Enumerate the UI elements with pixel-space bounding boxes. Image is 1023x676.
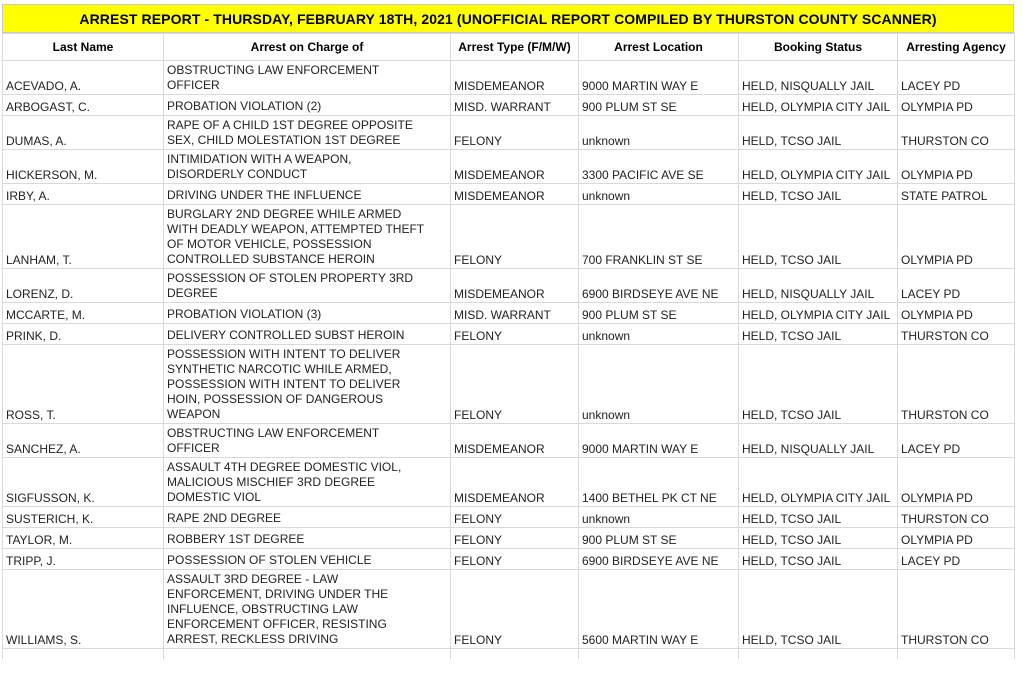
charge-line: POSSESSION OF STOLEN VEHICLE <box>167 553 372 567</box>
charge-line: MALICIOUS MISCHIEF 3RD DEGREE <box>167 475 376 489</box>
cell-arresting-agency[interactable]: OLYMPIA PD <box>898 458 1015 507</box>
charge-line: DOMESTIC VIOL <box>167 490 262 504</box>
empty-cell[interactable] <box>164 649 451 660</box>
cell-booking-status[interactable]: HELD, OLYMPIA CITY JAIL <box>739 303 898 324</box>
cell-arresting-agency[interactable]: OLYMPIA PD <box>898 205 1015 269</box>
arrest-report-sheet <box>2 4 1014 659</box>
cell-booking-status[interactable]: HELD, NISQUALLY JAIL <box>739 269 898 303</box>
cell-booking-status[interactable]: HELD, TCSO JAIL <box>739 205 898 269</box>
cell-arrest-location[interactable]: 5600 MARTIN WAY E <box>579 570 739 649</box>
table-row <box>3 507 1015 528</box>
cell-last-name[interactable]: LANHAM, T. <box>3 205 164 269</box>
empty-cell[interactable] <box>579 649 739 660</box>
table-row <box>3 458 1015 507</box>
table-row <box>3 95 1015 116</box>
cell-arrest-location[interactable]: 9000 MARTIN WAY E <box>579 61 739 95</box>
cell-arrest-type[interactable]: FELONY <box>451 205 579 269</box>
cell-arrest-type[interactable]: MISDEMEANOR <box>451 150 579 184</box>
table-row <box>3 184 1015 205</box>
report-title: ARREST REPORT - THURSDAY, FEBRUARY 18TH, 2021 (UNOFFICIAL REPORT COMPILED BY THURSTON COUNTY SCANNER) <box>79 10 937 27</box>
header-arrest-location[interactable]: Arrest Location <box>579 34 739 61</box>
cell-arrest-type[interactable]: MISDEMEANOR <box>451 184 579 205</box>
charge-line: OF MOTOR VEHICLE, POSSESSION <box>167 237 372 251</box>
cell-booking-status[interactable]: HELD, TCSO JAIL <box>739 324 898 345</box>
cell-booking-status[interactable]: HELD, TCSO JAIL <box>739 570 898 649</box>
table-row <box>3 324 1015 345</box>
charge-line: ROBBERY 1ST DEGREE <box>167 532 305 546</box>
header-arrest-type[interactable]: Arrest Type (F/M/W) <box>451 34 579 61</box>
charge-line: ASSAULT 4TH DEGREE DOMESTIC VIOL, <box>167 460 402 474</box>
cell-arrest-type[interactable]: MISDEMEANOR <box>451 61 579 95</box>
cell-arresting-agency[interactable]: LACEY PD <box>898 549 1015 570</box>
cell-booking-status[interactable]: HELD, OLYMPIA CITY JAIL <box>739 458 898 507</box>
cell-last-name[interactable]: WILLIAMS, S. <box>3 570 164 649</box>
cell-booking-status[interactable]: HELD, TCSO JAIL <box>739 528 898 549</box>
cell-arresting-agency[interactable]: LACEY PD <box>898 269 1015 303</box>
cell-arrest-type[interactable]: MISDEMEANOR <box>451 458 579 507</box>
cell-charge[interactable] <box>164 345 451 424</box>
charge-line: RAPE 2ND DEGREE <box>167 511 282 525</box>
cell-charge[interactable] <box>164 269 451 303</box>
cell-arrest-location[interactable]: 900 PLUM ST SE <box>579 95 739 116</box>
charge-line: DELIVERY CONTROLLED SUBST HEROIN <box>167 328 405 342</box>
cell-arresting-agency[interactable]: THURSTON CO <box>898 570 1015 649</box>
charge-line: DISORDERLY CONDUCT <box>167 167 308 181</box>
cell-arrest-location[interactable]: unknown <box>579 116 739 150</box>
cell-last-name[interactable]: HICKERSON, M. <box>3 150 164 184</box>
cell-arresting-agency[interactable]: LACEY PD <box>898 61 1015 95</box>
charge-line: POSSESSION WITH INTENT TO DELIVER <box>167 347 401 361</box>
cell-arrest-type[interactable]: FELONY <box>451 345 579 424</box>
charge-line: INTIMIDATION WITH A WEAPON, <box>167 152 352 166</box>
cell-arrest-type[interactable]: MISDEMEANOR <box>451 424 579 458</box>
cell-last-name[interactable]: MCCARTE, M. <box>3 303 164 324</box>
charge-line: BURGLARY 2ND DEGREE WHILE ARMED <box>167 207 402 221</box>
charge-line: OFFICER <box>167 441 220 455</box>
cell-last-name[interactable]: TAYLOR, M. <box>3 528 164 549</box>
cell-last-name[interactable]: PRINK, D. <box>3 324 164 345</box>
cell-arresting-agency[interactable]: THURSTON CO <box>898 507 1015 528</box>
cell-arrest-location[interactable]: 900 PLUM ST SE <box>579 528 739 549</box>
cell-charge[interactable] <box>164 205 451 269</box>
arrest-table <box>2 33 1015 659</box>
charge-line: HOIN, POSSESSION OF DANGEROUS <box>167 392 384 406</box>
cell-arrest-type[interactable]: FELONY <box>451 324 579 345</box>
cell-arrest-location[interactable]: 1400 BETHEL PK CT NE <box>579 458 739 507</box>
cell-arrest-location[interactable]: 3300 PACIFIC AVE SE <box>579 150 739 184</box>
charge-line: PROBATION VIOLATION (2) <box>167 99 322 113</box>
cell-arrest-type[interactable]: FELONY <box>451 570 579 649</box>
cell-last-name[interactable]: ARBOGAST, C. <box>3 95 164 116</box>
cell-charge[interactable] <box>164 549 451 570</box>
cell-last-name[interactable]: SANCHEZ, A. <box>3 424 164 458</box>
cell-arresting-agency[interactable]: THURSTON CO <box>898 116 1015 150</box>
cell-arrest-location[interactable]: unknown <box>579 324 739 345</box>
cell-arrest-location[interactable]: unknown <box>579 184 739 205</box>
charge-line: POSSESSION OF STOLEN PROPERTY 3RD <box>167 271 414 285</box>
table-row <box>3 424 1015 458</box>
cell-arrest-location[interactable]: 900 PLUM ST SE <box>579 303 739 324</box>
table-body <box>3 61 1015 660</box>
cell-last-name[interactable]: ACEVADO, A. <box>3 61 164 95</box>
cell-charge[interactable] <box>164 458 451 507</box>
cell-booking-status[interactable]: HELD, OLYMPIA CITY JAIL <box>739 150 898 184</box>
cell-charge[interactable] <box>164 528 451 549</box>
cell-booking-status[interactable]: HELD, NISQUALLY JAIL <box>739 424 898 458</box>
header-arresting-agency[interactable]: Arresting Agency <box>898 34 1015 61</box>
charge-line: ASSAULT 3RD DEGREE - LAW <box>167 572 339 586</box>
cell-last-name[interactable]: LORENZ, D. <box>3 269 164 303</box>
cell-arrest-location[interactable]: 6900 BIRDSEYE AVE NE <box>579 269 739 303</box>
cell-arresting-agency[interactable]: LACEY PD <box>898 424 1015 458</box>
charge-line: CONTROLLED SUBSTANCE HEROIN <box>167 252 375 266</box>
cell-arresting-agency[interactable]: THURSTON CO <box>898 345 1015 424</box>
cell-charge[interactable] <box>164 303 451 324</box>
table-row <box>3 269 1015 303</box>
charge-line: RAPE OF A CHILD 1ST DEGREE OPPOSITE <box>167 118 413 132</box>
table-row <box>3 116 1015 150</box>
cell-last-name[interactable]: ROSS, T. <box>3 345 164 424</box>
cell-arrest-type[interactable]: FELONY <box>451 116 579 150</box>
cell-booking-status[interactable]: HELD, TCSO JAIL <box>739 507 898 528</box>
charge-line: WEAPON <box>167 407 221 421</box>
cell-arrest-location[interactable]: unknown <box>579 507 739 528</box>
charge-line: WITH DEADLY WEAPON, ATTEMPTED THEFT <box>167 222 425 236</box>
cell-last-name[interactable]: IRBY, A. <box>3 184 164 205</box>
cell-charge[interactable] <box>164 324 451 345</box>
cell-arrest-location[interactable]: 700 FRANKLIN ST SE <box>579 205 739 269</box>
cell-arrest-type[interactable]: FELONY <box>451 549 579 570</box>
charge-line: PROBATION VIOLATION (3) <box>167 307 322 321</box>
cell-charge[interactable] <box>164 95 451 116</box>
charge-line: POSSESSION WITH INTENT TO DELIVER <box>167 377 401 391</box>
table-row <box>3 61 1015 95</box>
cell-arrest-location[interactable]: unknown <box>579 345 739 424</box>
cell-arresting-agency[interactable]: OLYMPIA PD <box>898 528 1015 549</box>
cell-arrest-type[interactable]: FELONY <box>451 507 579 528</box>
report-title-banner[interactable] <box>2 4 1014 33</box>
cell-last-name[interactable]: DUMAS, A. <box>3 116 164 150</box>
header-last-name[interactable]: Last Name <box>3 34 164 61</box>
cell-booking-status[interactable]: HELD, TCSO JAIL <box>739 116 898 150</box>
cell-last-name[interactable]: SUSTERICH, K. <box>3 507 164 528</box>
cell-arrest-type[interactable]: FELONY <box>451 528 579 549</box>
table-row <box>3 303 1015 324</box>
cell-charge[interactable] <box>164 507 451 528</box>
table-row <box>3 570 1015 649</box>
empty-cell[interactable] <box>898 649 1015 660</box>
cell-arresting-agency[interactable]: STATE PATROL <box>898 184 1015 205</box>
cell-charge[interactable] <box>164 424 451 458</box>
cell-charge[interactable] <box>164 150 451 184</box>
charge-line: SYNTHETIC NARCOTIC WHILE ARMED, <box>167 362 392 376</box>
cell-booking-status[interactable]: HELD, TCSO JAIL <box>739 184 898 205</box>
table-row <box>3 528 1015 549</box>
charge-line: SEX, CHILD MOLESTATION 1ST DEGREE <box>167 133 401 147</box>
cell-booking-status[interactable]: HELD, TCSO JAIL <box>739 345 898 424</box>
header-row <box>3 34 1015 61</box>
charge-line: DEGREE <box>167 286 218 300</box>
header-booking-status[interactable]: Booking Status <box>739 34 898 61</box>
charge-line: OBSTRUCTING LAW ENFORCEMENT <box>167 63 380 77</box>
table-row <box>3 345 1015 424</box>
table-row <box>3 150 1015 184</box>
cell-arrest-location[interactable]: 9000 MARTIN WAY E <box>579 424 739 458</box>
cell-arresting-agency[interactable]: OLYMPIA PD <box>898 150 1015 184</box>
header-charge[interactable]: Arrest on Charge of <box>164 34 451 61</box>
cell-arresting-agency[interactable]: OLYMPIA PD <box>898 95 1015 116</box>
table-row <box>3 205 1015 269</box>
cell-last-name[interactable]: SIGFUSSON, K. <box>3 458 164 507</box>
cell-last-name[interactable]: TRIPP, J. <box>3 549 164 570</box>
cell-arrest-location[interactable]: 6900 BIRDSEYE AVE NE <box>579 549 739 570</box>
cell-arrest-type[interactable]: MISD. WARRANT <box>451 95 579 116</box>
empty-cell[interactable] <box>3 649 164 660</box>
cell-arresting-agency[interactable]: OLYMPIA PD <box>898 303 1015 324</box>
cell-booking-status[interactable]: HELD, TCSO JAIL <box>739 549 898 570</box>
cell-charge[interactable] <box>164 570 451 649</box>
empty-cell[interactable] <box>451 649 579 660</box>
charge-line: OBSTRUCTING LAW ENFORCEMENT <box>167 426 380 440</box>
charge-line: OFFICER <box>167 78 220 92</box>
cell-charge[interactable] <box>164 184 451 205</box>
table-row <box>3 549 1015 570</box>
charge-line: ENFORCEMENT OFFICER, RESISTING <box>167 617 387 631</box>
charge-line: ARREST, RECKLESS DRIVING <box>167 632 339 646</box>
cell-charge[interactable] <box>164 61 451 95</box>
empty-cell[interactable] <box>739 649 898 660</box>
cell-booking-status[interactable]: HELD, NISQUALLY JAIL <box>739 61 898 95</box>
charge-line: INFLUENCE, OBSTRUCTING LAW <box>167 602 358 616</box>
cell-arresting-agency[interactable]: THURSTON CO <box>898 324 1015 345</box>
cell-arrest-type[interactable]: MISDEMEANOR <box>451 269 579 303</box>
empty-row <box>3 649 1015 660</box>
cell-charge[interactable] <box>164 116 451 150</box>
cell-booking-status[interactable]: HELD, OLYMPIA CITY JAIL <box>739 95 898 116</box>
cell-arrest-type[interactable]: MISD. WARRANT <box>451 303 579 324</box>
charge-line: ENFORCEMENT, DRIVING UNDER THE <box>167 587 389 601</box>
charge-line: DRIVING UNDER THE INFLUENCE <box>167 188 362 202</box>
